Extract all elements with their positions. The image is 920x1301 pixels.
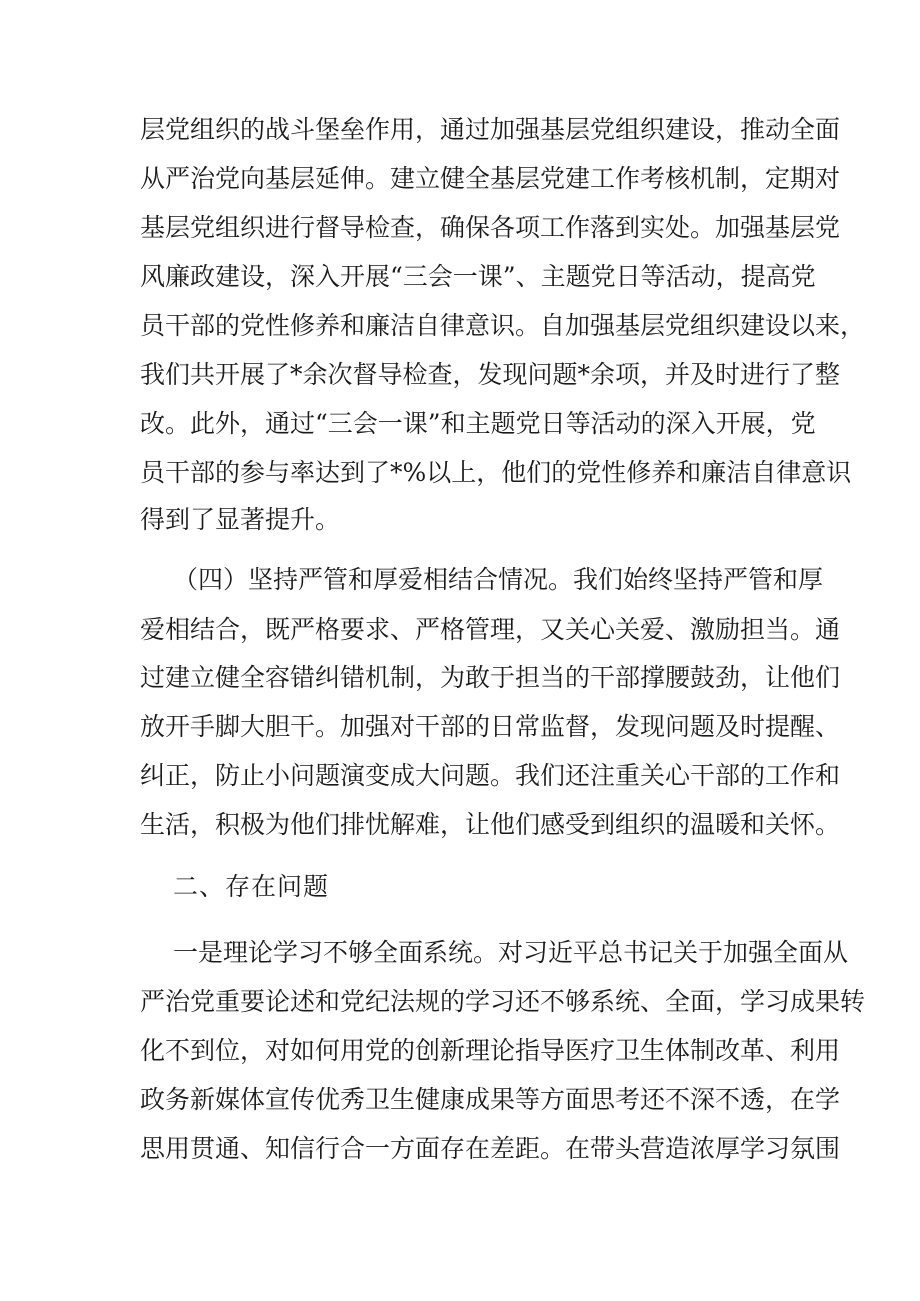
text-line: 得到了显著提升。 xyxy=(140,505,341,534)
text-line: 员干部的党性修养和廉洁自律意识。自加强基层党组织建设以来， xyxy=(140,311,866,340)
text-line: 过建立健全容错纠错机制，为敢于担当的干部撑腰鼓劲，让他们 xyxy=(140,663,841,692)
text-line: 改。此外，通过“三会一课”和主题党日等活动的深入开展，党 xyxy=(140,409,816,438)
text-line: 政务新媒体宣传优秀卫生健康成果等方面思考还不深不透，在学 xyxy=(140,1085,841,1114)
text-line: 员干部的参与率达到了*%以上，他们的党性修养和廉洁自律意识 xyxy=(140,458,852,487)
text-line: 思用贯通、知信行合一方面存在差距。在带头营造浓厚学习氛围 xyxy=(140,1134,841,1163)
text-line: 一是理论学习不够全面系统。对习近平总书记关于加强全面从 xyxy=(173,938,849,967)
text-line: 风廉政建设，深入开展“三会一课”、主题党日等活动，提高党 xyxy=(140,262,816,291)
section-heading: 二、存在问题 xyxy=(173,872,330,901)
text-line: 纠正，防止小问题演变成大问题。我们还注重关心干部的工作和 xyxy=(140,761,841,790)
text-line: 生活，积极为他们排忧解难，让他们感受到组织的温暖和关怀。 xyxy=(140,810,841,839)
text-line: 基层党组织进行督导检查，确保各项工作落到实处。加强基层党 xyxy=(140,213,841,242)
text-line: （四）坚持严管和厚爱相结合情况。我们始终坚持严管和厚 xyxy=(173,565,824,594)
text-line: 爱相结合，既严格要求、严格管理，又关心关爱、激励担当。通 xyxy=(140,615,841,644)
text-line: 严治党重要论述和党纪法规的学习还不够系统、全面，学习成果转 xyxy=(140,987,866,1016)
text-line: 从严治党向基层延伸。建立健全基层党建工作考核机制，定期对 xyxy=(140,164,841,193)
text-line: 化不到位，对如何用党的创新理论指导医疗卫生体制改革、利用 xyxy=(140,1036,841,1065)
text-line: 层党组织的战斗堡垒作用，通过加强基层党组织建设，推动全面 xyxy=(140,115,841,144)
text-line: 我们共开展了*余次督导检查，发现问题*余项，并及时进行了整 xyxy=(140,360,841,389)
text-line: 放开手脚大胆干。加强对干部的日常监督，发现问题及时提醒、 xyxy=(140,712,841,741)
